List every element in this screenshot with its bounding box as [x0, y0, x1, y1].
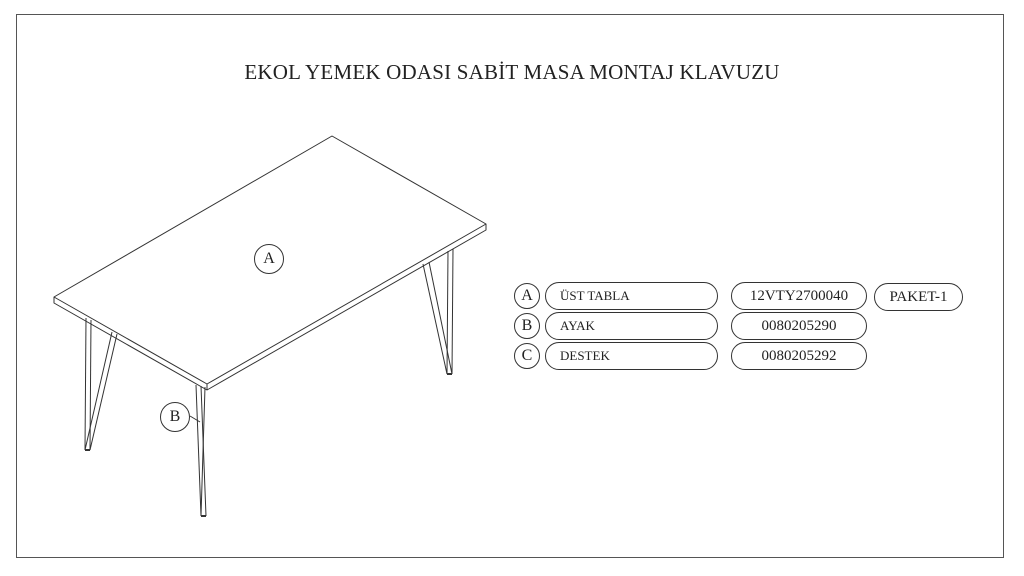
- part-row-c: [514, 342, 874, 372]
- part-row-a: [514, 282, 874, 312]
- part-code: 12VTY2700040: [731, 282, 867, 310]
- callout-top: A: [254, 244, 284, 274]
- leg-front-right: [196, 385, 206, 516]
- leg-front-left: [85, 318, 117, 450]
- part-code: 0080205292: [731, 342, 867, 370]
- part-letter: C: [514, 343, 540, 369]
- package-label: PAKET-1: [874, 283, 963, 311]
- leg-back-right: [423, 249, 453, 374]
- page-title: EKOL YEMEK ODASI SABİT MASA MONTAJ KLAVUZU: [244, 60, 780, 84]
- part-name: ÜST TABLA: [545, 282, 718, 310]
- part-row-b: [514, 312, 874, 342]
- part-name: AYAK: [545, 312, 718, 340]
- part-name: DESTEK: [545, 342, 718, 370]
- part-letter: A: [514, 283, 540, 309]
- part-code: 0080205290: [731, 312, 867, 340]
- part-letter: B: [514, 313, 540, 339]
- callout-leg: B: [160, 402, 190, 432]
